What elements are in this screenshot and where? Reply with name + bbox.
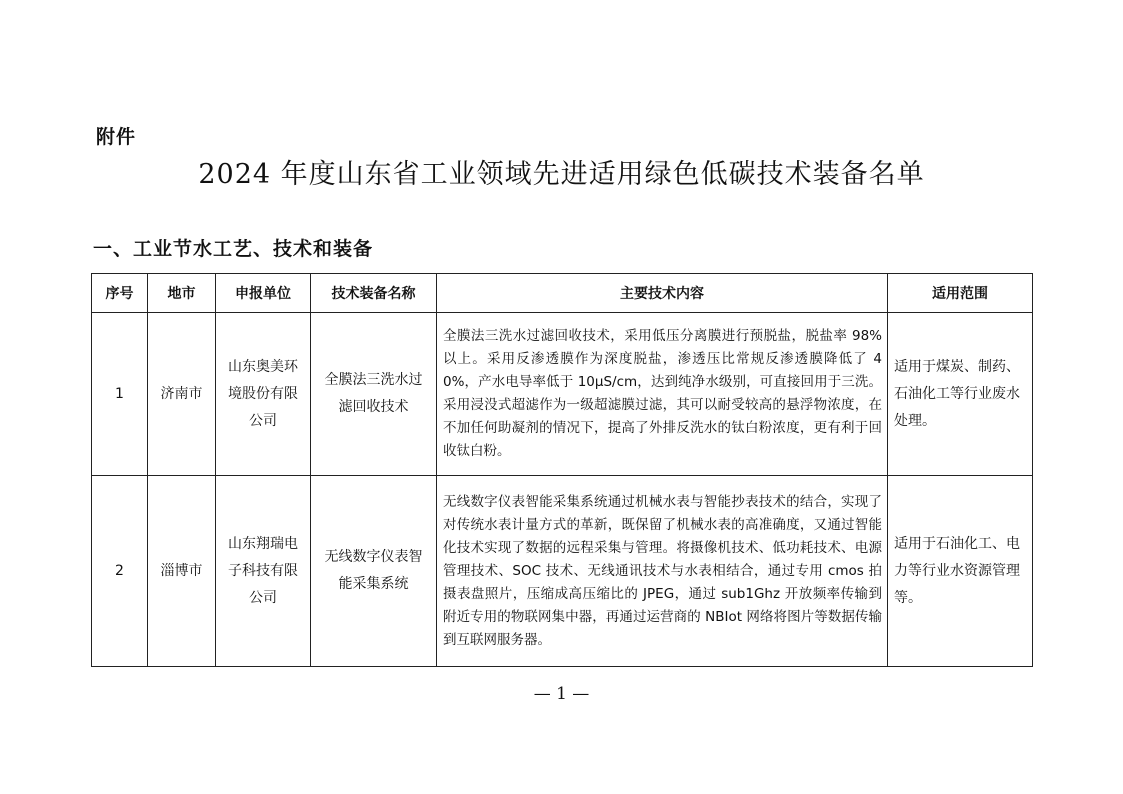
header-unit: 申报单位 bbox=[216, 274, 311, 313]
cell-content: 无线数字仪表智能采集系统通过机械水表与智能抄表技术的结合，实现了对传统水表计量方式的革新，既保留了机械水表的高准确度，又通过智能化技术实现了数据的远程采集与管理。将摄像机技术、低功耗技术、电源管理技术、SOC 技术、无线通讯技术与水表相结合，通过专用 cmos 拍摄表盘照片，压缩成高压缩比的 JPEG，通过 sub1Ghz 开放频率传输到附近专用的物联网集中器，再通过运营商的 NBIot 网络将图片等数据传输到互联网服务器。 bbox=[437, 476, 888, 667]
header-city: 地市 bbox=[148, 274, 216, 313]
cell-city: 济南市 bbox=[148, 313, 216, 476]
section-heading: 一、工业节水工艺、技术和装备 bbox=[93, 238, 374, 260]
header-name: 技术装备名称 bbox=[311, 274, 437, 313]
cell-content: 全膜法三洗水过滤回收技术，采用低压分离膜进行预脱盐，脱盐率 98%以上。采用反渗透膜作为深度脱盐，渗透压比常规反渗透膜降低了 40%，产水电导率低于 10μS/cm，达到纯净水级别，可直接回用于三洗。采用浸没式超滤作为一级超滤膜过滤，其可以耐受较高的悬浮物浓度，在不加任何助凝剂的情况下，提高了外排反洗水的钛白粉浓度，更有利于回收钛白粉。 bbox=[437, 313, 888, 476]
cell-scope: 适用于煤炭、制药、石油化工等行业废水处理。 bbox=[888, 313, 1033, 476]
table-header-row bbox=[92, 274, 1033, 313]
cell-name: 全膜法三洗水过滤回收技术 bbox=[311, 313, 437, 476]
cell-city: 淄博市 bbox=[148, 476, 216, 667]
header-scope: 适用范围 bbox=[888, 274, 1033, 313]
cell-name: 无线数字仪表智能采集系统 bbox=[311, 476, 437, 667]
cell-unit: 山东奥美环境股份有限公司 bbox=[216, 313, 311, 476]
tech-equipment-table bbox=[91, 273, 1033, 667]
table-row bbox=[92, 476, 1033, 667]
cell-unit: 山东翔瑞电子科技有限公司 bbox=[216, 476, 311, 667]
page-number: — 1 — bbox=[533, 684, 590, 704]
header-content: 主要技术内容 bbox=[437, 274, 888, 313]
attachment-label: 附件 bbox=[96, 126, 137, 148]
table-row bbox=[92, 313, 1033, 476]
document-title: 2024 年度山东省工业领域先进适用绿色低碳技术装备名单 bbox=[198, 159, 925, 190]
cell-scope: 适用于石油化工、电力等行业水资源管理等。 bbox=[888, 476, 1033, 667]
header-no: 序号 bbox=[92, 274, 148, 313]
cell-no: 1 bbox=[92, 313, 148, 476]
cell-no: 2 bbox=[92, 476, 148, 667]
